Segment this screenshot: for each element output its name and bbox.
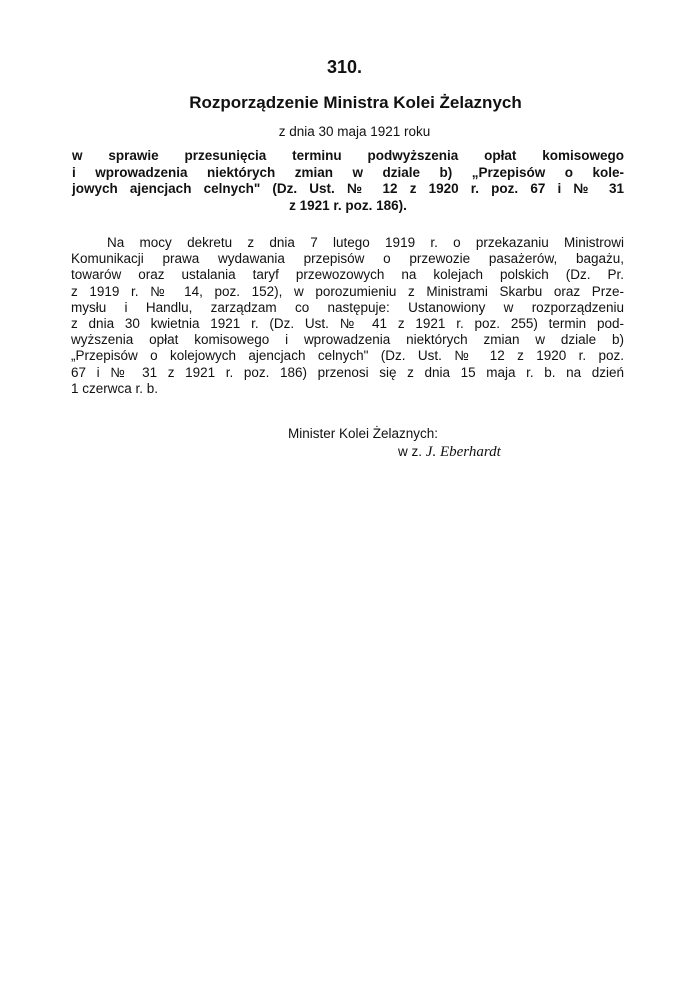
- document-number: 310.: [326, 57, 363, 77]
- subject-line: jowych ajencjach celnych" (Dz. Ust. № 12 z 1920 r. poz. 67 i № 31: [72, 181, 624, 196]
- body-line: towarów oraz ustalania taryf przewozowych na kolejach polskich (Dz. Pr.: [71, 267, 624, 283]
- body-line: 67 i № 31 z 1921 r. poz. 186) przenosi się z dnia 15 maja r. b. na dzień: [71, 364, 624, 380]
- signature: [398, 444, 501, 461]
- body-line: z dnia 30 kwietnia 1921 r. (Dz. Ust. № 41 z 1921 r. poz. 255) termin pod-: [71, 316, 624, 332]
- subject-line: z 1921 r. poz. 186).: [289, 197, 407, 213]
- document-title: Rozporządzenie Ministra Kolei Żelaznych: [189, 93, 522, 112]
- signature-name: J. Eberhardt: [425, 444, 501, 460]
- body-line: z 1919 r. № 14, poz. 152), w porozumieniu z Ministrami Skarbu oraz Prze-: [71, 283, 624, 299]
- subject-line: w sprawie przesunięcia terminu podwyższenia opłat komisowego: [72, 148, 624, 163]
- body-line: wyższenia opłat komisowego i wprowadzenia niektórych zmian w dziale b): [71, 332, 624, 348]
- subject-line: i wprowadzenia niektórych zmian w dziale b) „Przepisów o kole-: [72, 164, 624, 180]
- document-subject: [72, 148, 624, 214]
- signature-prefix: w z.: [398, 444, 423, 459]
- body-line: Komunikacji prawa wydawania przepisów o przewozie pasażerów, bagażu,: [71, 251, 624, 267]
- body-line: „Przepisów o kolejowych ajencjach celnych" (Dz. Ust. № 12 z 1920 r. poz.: [71, 348, 624, 364]
- signature-role: Minister Kolei Żelaznych:: [288, 426, 439, 441]
- document-body: [71, 235, 624, 397]
- body-line: mysłu i Handlu, zarządzam co następuje: Ustanowiony w rozporządzeniu: [71, 299, 624, 315]
- document-date: z dnia 30 maja 1921 roku: [278, 124, 431, 139]
- body-line: 1 czerwca r. b.: [71, 380, 159, 396]
- body-line: Na mocy dekretu z dnia 7 lutego 1919 r. o przekazaniu Ministrowi: [107, 235, 624, 250]
